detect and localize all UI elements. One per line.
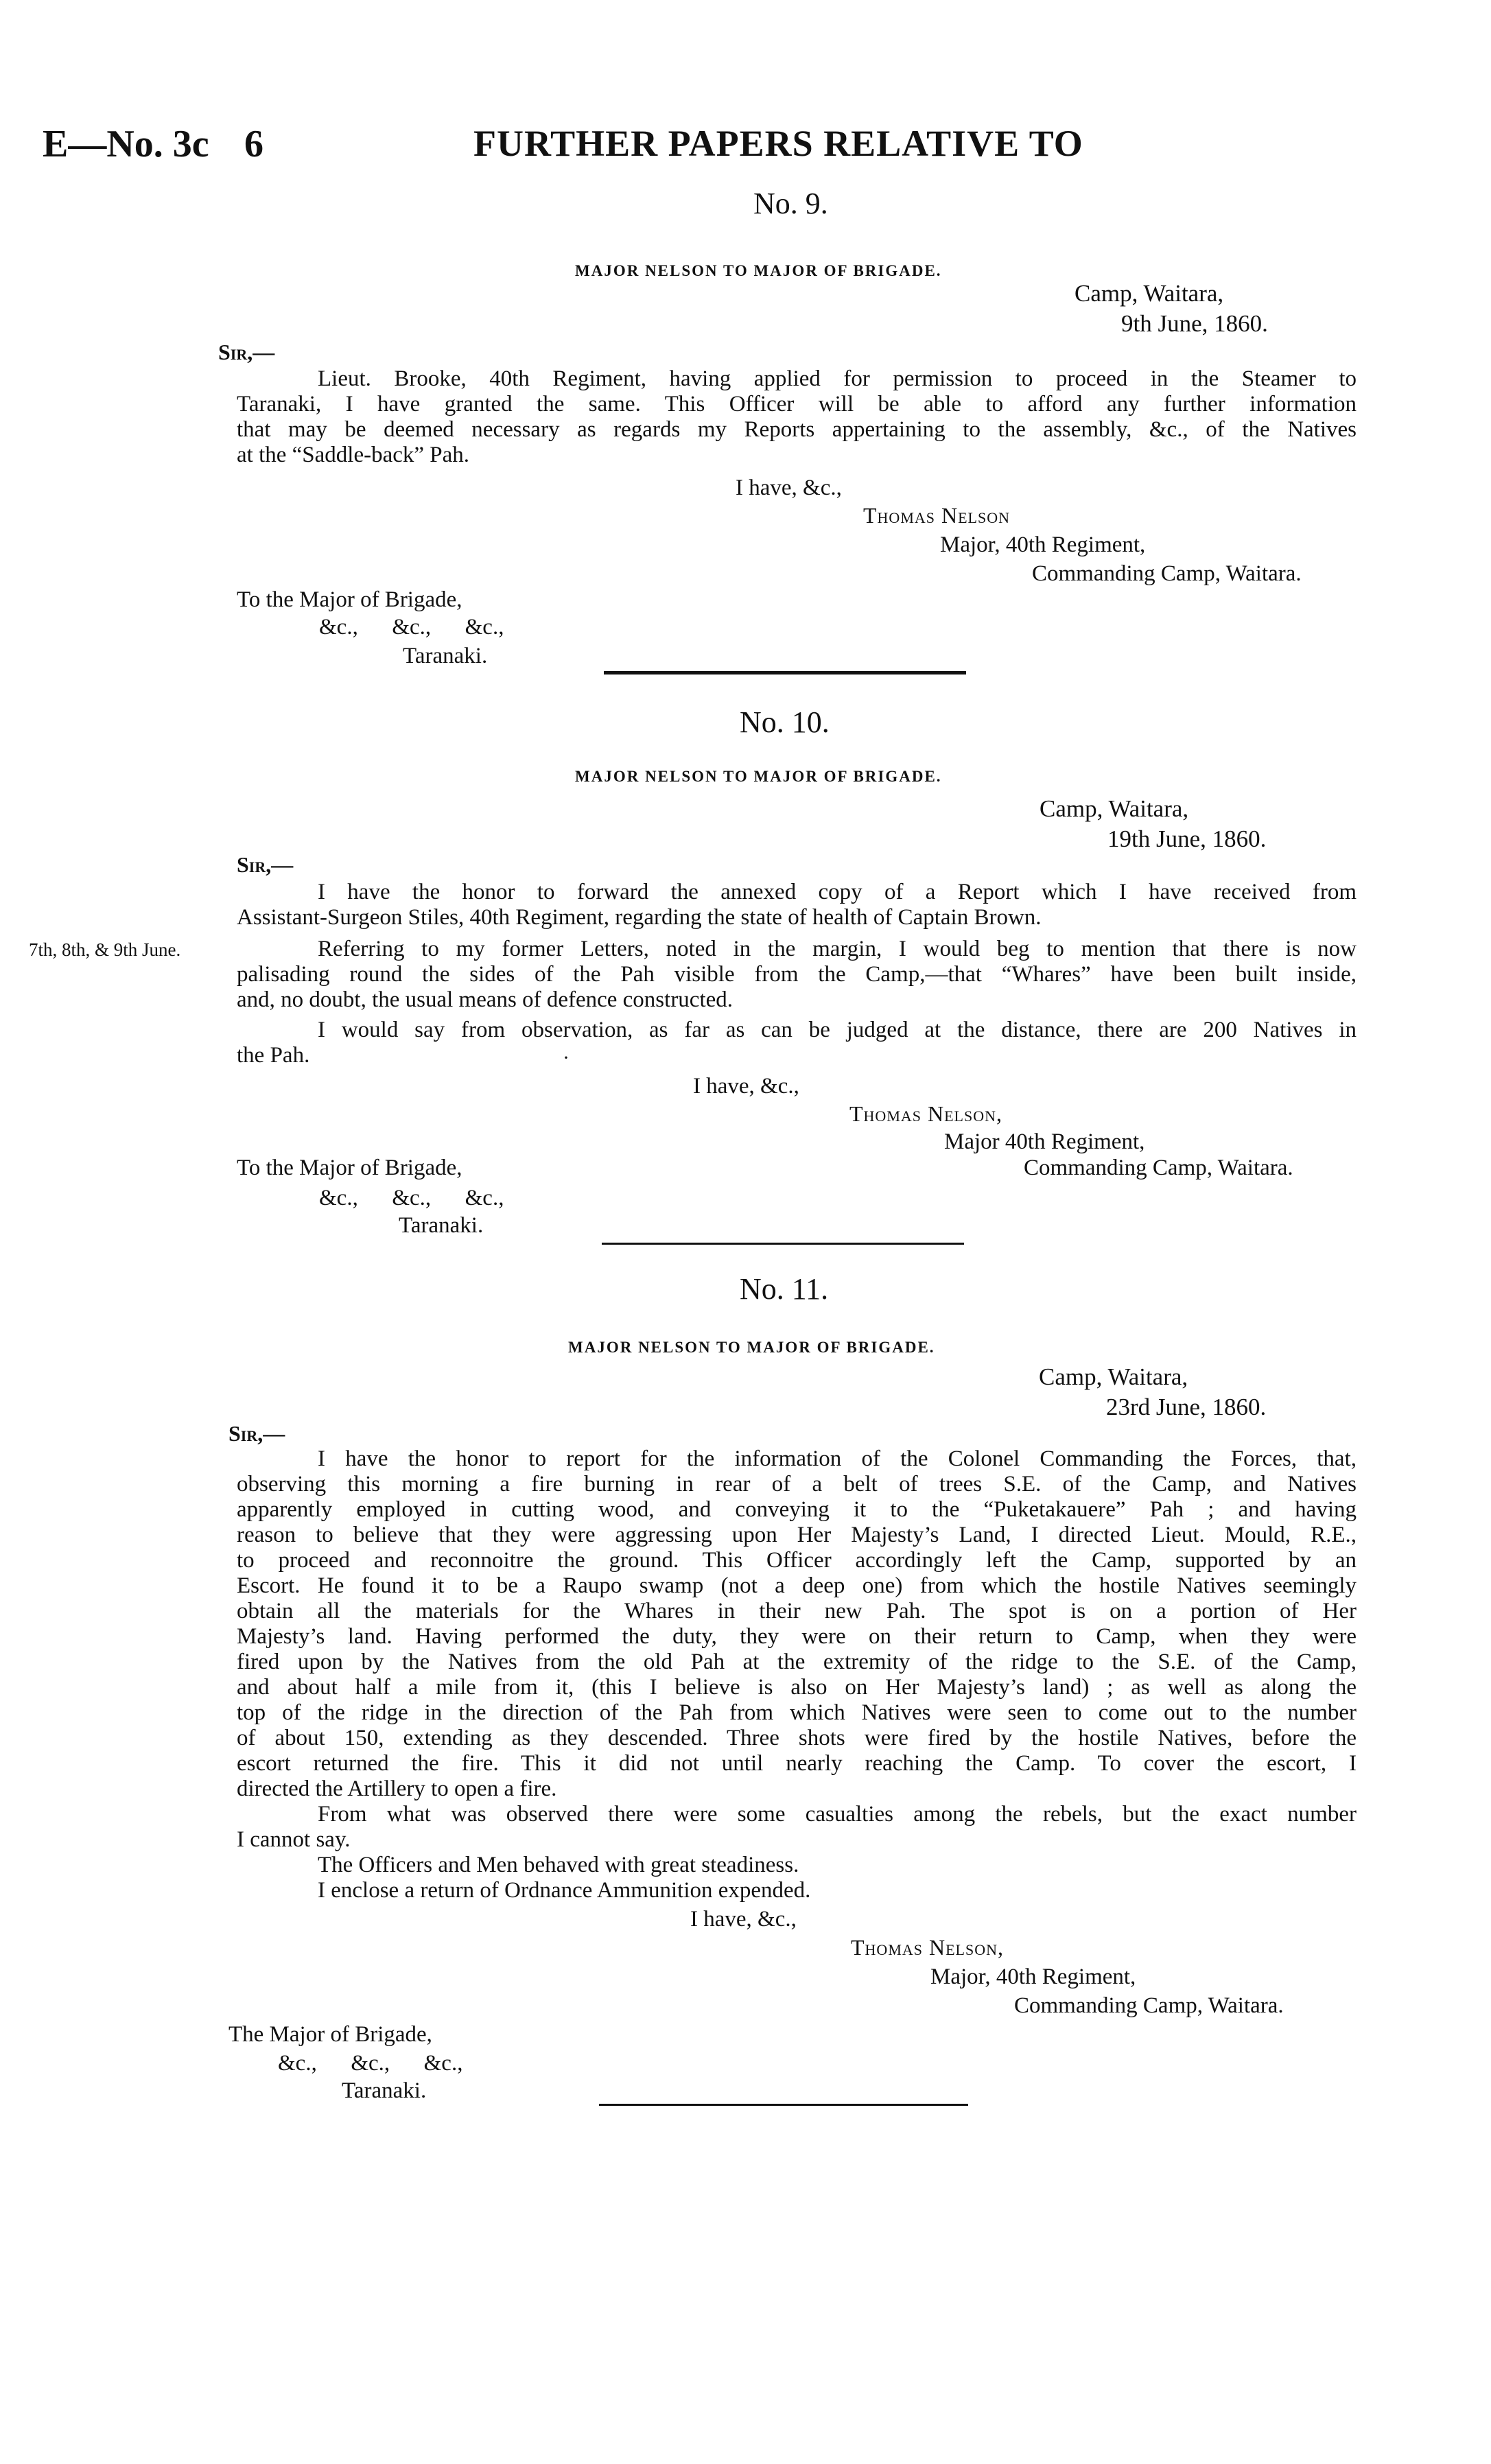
letter-9-signature-post: Commanding Camp, Waitara.	[1032, 561, 1302, 586]
letter-11-salutation: Sir,—	[228, 1421, 285, 1446]
letter-10-margin-note: 7th, 8th, & 9th June.	[29, 939, 181, 960]
letter-9-paragraph	[237, 366, 1357, 468]
letter-10-p2-line-3: and, no doubt, the usual means of defence constructed.	[237, 987, 733, 1012]
running-title: FURTHER PAPERS RELATIVE TO	[473, 123, 1083, 164]
letter-11-p1-line-12: of about 150, extending as they descended. Three shots were fired by the hostile Natives, before the	[237, 1726, 1357, 1750]
letter-9-line-3: that may be deemed necessary as regards my Reports appertaining to the assembly, &c., of the Natives	[237, 417, 1357, 442]
letter-11-p2-line-2: I cannot say.	[237, 1827, 351, 1852]
letter-9-line-1: Lieut. Brooke, 40th Regiment, having applied for permission to proceed in the Steamer to	[318, 366, 1357, 391]
letter-9-number: No. 9.	[753, 187, 828, 220]
letter-10-signature-name: Thomas Nelson,	[849, 1101, 1003, 1126]
letter-11-p1-line-7: obtain all the materials for the Whares in their new Pah. The spot is on a portion of Her	[237, 1599, 1357, 1623]
letter-11-paragraph-2	[237, 1802, 1357, 1853]
letter-10-place: Camp, Waitara,	[1040, 795, 1189, 822]
letter-11-paragraph-4	[237, 1878, 1357, 1903]
letter-11-etc: &c., &c., &c.,	[278, 2051, 463, 2076]
letter-10-addressee: To the Major of Brigade,	[237, 1155, 462, 1180]
letter-11-p1-line-14: directed the Artillery to open a fire.	[237, 1776, 557, 1801]
letter-10-p1-line-2: Assistant-Surgeon Stiles, 40th Regiment, regarding the state of health of Captain Brown.	[237, 905, 1042, 930]
letter-11-p1-line-10: and about half a mile from it, (this I believe is also on Her Majesty’s land) ; as well as along the	[237, 1675, 1357, 1700]
letter-9-heading: MAJOR NELSON TO MAJOR OF BRIGADE.	[575, 262, 942, 279]
letter-9-line-2: Taranaki, I have granted the same. This Officer will be able to afford any further information	[237, 392, 1357, 416]
letter-11-p1-line-4: reason to believe that they were aggressing upon Her Majesty’s Land, I directed Lieut. Mould, R.E.,	[237, 1523, 1357, 1547]
letter-9-location: Taranaki.	[403, 644, 488, 668]
letter-11-p1-line-13: escort returned the fire. This it did not until nearly reaching the Camp. To cover the escort, I	[237, 1751, 1357, 1776]
page-number: 6	[244, 123, 263, 165]
letter-10-etc: &c., &c., &c.,	[319, 1186, 504, 1210]
section-divider-3	[599, 2104, 968, 2106]
letter-10-p1-line-1: I have the honor to forward the annexed copy of a Report which I have received from	[318, 880, 1357, 904]
letter-10-p2-line-2: palisading round the sides of the Pah visible from the Camp,—that “Whares” have been built inside,	[237, 962, 1357, 987]
letter-11-p1-line-11: top of the ridge in the direction of the Pah from which Natives were seen to come out to the number	[237, 1700, 1357, 1725]
letter-11-heading: MAJOR NELSON TO MAJOR OF BRIGADE.	[568, 1339, 935, 1356]
letter-10-heading: MAJOR NELSON TO MAJOR OF BRIGADE.	[575, 768, 942, 785]
letter-11-p1-line-3: apparently employed in cutting wood, and conveying it to the “Puketakauere” Pah ; and having	[237, 1497, 1357, 1522]
letter-11-p1-line-2: observing this morning a fire burning in rear of a belt of trees S.E. of the Camp, and Natives	[237, 1472, 1357, 1497]
letter-10-location: Taranaki.	[399, 1213, 484, 1238]
letter-9-addressee: To the Major of Brigade,	[237, 587, 462, 612]
letter-9-signature-rank: Major, 40th Regiment,	[940, 532, 1146, 557]
letter-11-p3-line-1: The Officers and Men behaved with great steadiness.	[318, 1853, 799, 1877]
letter-10-paragraph-3	[237, 1018, 1357, 1068]
letter-10-p3-line-2: the Pah.	[237, 1043, 310, 1068]
letter-9-salutation: Sir,—	[218, 340, 275, 364]
letter-10-signature-rank: Major 40th Regiment,	[944, 1129, 1145, 1154]
letter-9-date: 9th June, 1860.	[1121, 310, 1268, 337]
letter-11-p1-line-1: I have the honor to report for the information of the Colonel Commanding the Forces, that,	[318, 1446, 1357, 1471]
letter-11-signature-rank: Major, 40th Regiment,	[930, 1964, 1136, 1989]
letter-11-p1-line-6: Escort. He found it to be a Raupo swamp (not a deep one) from which the hostile Natives seemingly	[237, 1573, 1357, 1598]
letter-10-paragraph-1	[237, 880, 1357, 930]
section-divider-2	[602, 1243, 964, 1245]
letter-11-number: No. 11.	[740, 1272, 829, 1306]
letter-11-signature-name: Thomas Nelson,	[851, 1935, 1005, 1960]
letter-9-signature-name: Thomas Nelson	[863, 503, 1011, 528]
letter-11-paragraph-3	[237, 1853, 1357, 1878]
letter-11-p2-line-1: From what was observed there were some casualties among the rebels, but the exact number	[318, 1802, 1357, 1827]
document-code: E—No. 3c	[43, 123, 209, 165]
letter-11-location: Taranaki.	[342, 2078, 427, 2103]
letter-11-p1-line-5: to proceed and reconnoitre the ground. This Officer accordingly left the Camp, supported by an	[237, 1548, 1357, 1573]
letter-10-number: No. 10.	[740, 705, 830, 739]
letter-10-p2-line-1: Referring to my former Letters, noted in the margin, I would beg to mention that there is now	[318, 937, 1357, 961]
letter-9-closing: I have, &c.,	[736, 476, 842, 500]
letter-11-signature-post: Commanding Camp, Waitara.	[1014, 1993, 1284, 2018]
letter-10-date: 19th June, 1860.	[1107, 825, 1267, 852]
letter-9-line-4: at the “Saddle-back” Pah.	[237, 443, 470, 467]
letter-11-date: 23rd June, 1860.	[1106, 1394, 1267, 1420]
letter-10-paragraph-2	[237, 937, 1357, 1013]
letter-9-place: Camp, Waitara,	[1075, 280, 1224, 307]
letter-11-p1-line-8: Majesty’s land. Having performed the duty, they were on their return to Camp, when they were	[237, 1624, 1357, 1649]
letter-11-closing: I have, &c.,	[690, 1907, 797, 1932]
letter-11-addressee: The Major of Brigade,	[228, 2022, 432, 2047]
section-divider-1	[604, 671, 966, 674]
letter-11-place: Camp, Waitara,	[1039, 1363, 1188, 1390]
letter-10-signature-post: Commanding Camp, Waitara.	[1024, 1155, 1293, 1180]
letter-10-p3-line-1: I would say from observation, as far as can be judged at the distance, there are 200 Natives in	[318, 1018, 1357, 1042]
letter-11-p1-line-9: fired upon by the Natives from the old Pah at the extremity of the ridge to the S.E. of the Camp,	[237, 1650, 1357, 1674]
stray-dot: ·	[563, 1046, 570, 1069]
letter-9-etc: &c., &c., &c.,	[319, 615, 504, 640]
letter-10-salutation: Sir,—	[237, 852, 294, 877]
letter-11-p4-line-1: I enclose a return of Ordnance Ammunition expended.	[318, 1878, 811, 1903]
letter-11-paragraph-1	[237, 1446, 1357, 1802]
letter-10-closing: I have, &c.,	[693, 1074, 799, 1099]
